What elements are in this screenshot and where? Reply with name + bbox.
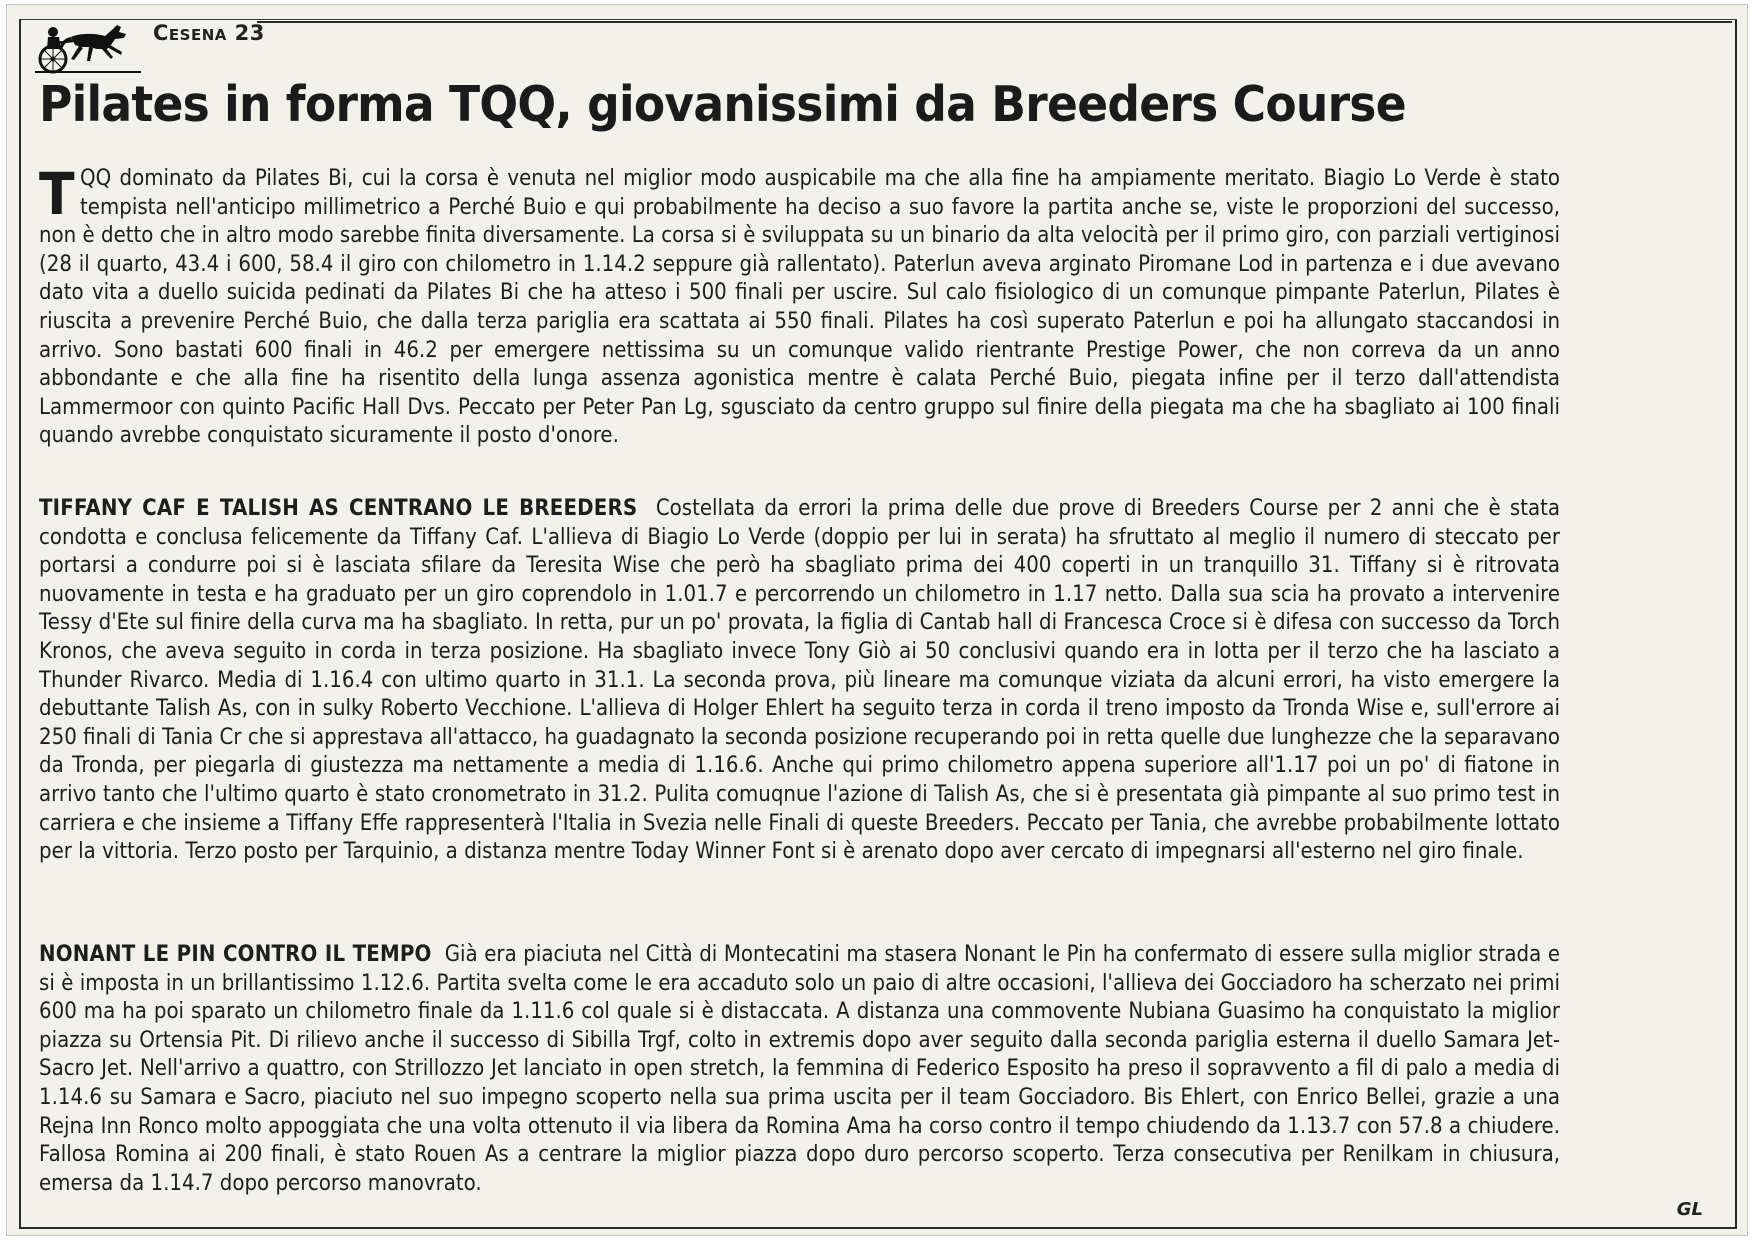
drop-cap: T: [39, 160, 75, 228]
paragraph-3: [39, 941, 1560, 1198]
harness-racing-sulky-icon: [31, 19, 146, 75]
paragraph-1: [39, 160, 1561, 451]
paragraph-1-text: QQ dominato da Pilates Bi, cui la corsa è venuta nel miglior modo auspicabile ma che alla fine ha ampiamente meritato. Biagio Lo Verde è stato tempista nell'anticipo millimetrico a Perché Buio e qui probabilmente ha deciso a suo favore la partita anche se, viste le proporzioni del successo, non è detto che in altro modo sarebbe finita diversamente. La corsa si è sviluppata su un binario da alta velocità per il primo giro, con parziali vertiginosi (28 il quarto, 43.4 i 600, 58.4 il giro con chilometro in 1.14.2 seppure già rallentato). Paterlun aveva arginato Piromane Lod in partenza e i due avevano dato vita a duello suicida pedinati da Pilates Bi che ha atteso i 500 finali per uscire. Sul calo fisiologico di un comunque pimpante Paterlun, Pilates è riuscita a prevenire Perché Buio, che dalla terza pariglia era scattata ai 550 finali. Pilates ha così superato Paterlun e poi ha allungato staccandosi in arrivo. Sono bastati 600 finali in 46.2 per emergere nettissima su un comunque valido rientrante Prestige Power, che non correva da un anno abbondante e che alla fine ha risentito della lunga assenza agonistica mentre è calata Perché Buio, piegata infine per il terzo dall'attendista Lammermoor con quinto Pacific Hall Dvs. Peccato per Peter Pan Lg, sgusciato da centro gruppo sul finire della piegata ma che ha sbagliato ai 100 finali quando avrebbe conquistato sicuramente il posto d'onore.: [39, 166, 1561, 449]
newspaper-clipping: [6, 4, 1748, 1236]
paragraph-2: [39, 495, 1560, 867]
author-signature: GL: [1676, 1199, 1703, 1220]
section-label: Cesena 23: [153, 21, 265, 45]
paragraph-2-text: Costellata da errori la prima delle due prove di Breeders Course per 2 anni che è stata condotta e conclusa felicemente da Tiffany Caf. L'allieva di Biagio Lo Verde (doppio per lui in serata) ha sfruttato al meglio il numero di steccato per portarsi a condurre poi si è lasciata sfilare da Teresita Wise che però ha sbagliato prima dei 400 coperti in un tranquillo 31. Tiffany si è ritrovata nuovamente in testa e ha graduato per un giro coprendolo in 1.01.7 e percorrendo un chilometro in 1.17 netto. Dalla sua scia ha provato a intervenire Tessy d'Ete sul finire della curva ma ha sbagliato. In retta, pur un po' provata, la figlia di Cantab hall di Francesca Croce si è difesa con successo da Torch Kronos, che aveva seguito in corda in terza posizione. Ha sbagliato invece Tony Giò ai 50 conclusivi quando era in lotta per il terzo che ha lasciato a Thunder Rivarco. Media di 1.16.4 con ultimo quarto in 31.1. La seconda prova, più lineare ma comunque viziata da alcuni errori, ha visto emergere la debuttante Talish As, con in sulky Roberto Vecchione. L'allieva di Holger Ehlert ha seguito terza in corda il treno imposto da Tronda Wise e, sull'errore ai 250 finali di Tania Cr che si apprestava all'attacco, ha guadagnato la seconda posizione recuperando poi in retta quelle due lunghezze che la separavano da Tronda, per piegarla di giustezza ma nettamente a media di 1.16.6. Anche qui primo chilometro appena superiore all'1.17 poi un po' di fiatone in arrivo tanto che l'ultimo quarto è stato cronometrato in 31.2. Pulita comuqnue l'azione di Talish As, che si è presentata già pimpante al suo primo test in carriera e che insieme a Tiffany Effe rappresenterà l'Italia in Svezia nelle Finali di queste Breeders. Peccato per Tania, che avrebbe probabilmente lottato per la vittoria. Terzo posto per Tarquinio, a distanza mentre Today Winner Font si è arenato dopo aver cercato di impegnarsi all'esterno nel giro finale.: [39, 496, 1560, 865]
paragraph-3-lead: NONANT LE PIN CONTRO IL TEMPO: [39, 942, 432, 967]
article-headline: Pilates in forma TQQ, giovanissimi da Breeders Course: [39, 76, 1406, 133]
paragraph-3-text: Già era piaciuta nel Città di Montecatini ma stasera Nonant le Pin ha confermato di essere sulla miglior strada e si è imposta in un brillantissimo 1.12.6. Partita svelta come le era accaduto solo un paio di altre occasioni, l'allieva dei Gocciadoro ha scherzato nei primi 600 ma ha poi sparato un chilometro finale da 1.11.6 col quale si è distaccata. A distanza una commovente Nubiana Guasimo ha conquistato la miglior piazza su Ortensia Pit. Di rilievo anche il successo di Sibilla Trgf, colto in extremis dopo aver seguito dalla seconda pariglia esterna il duello Samara Jet-Sacro Jet. Nell'arrivo a quattro, con Strillozzo Jet lanciato in open stretch, la femmina di Federico Esposito ha preso il sopravvento a fil di palo a media di 1.14.6 su Samara e Sacro, piaciuto nel suo impegno scoperto nella sua prima uscita per il team Gocciadoro. Bis Ehlert, con Enrico Bellei, grazie a una Rejna Inn Ronco molto appoggiata che una volta ottenuto il via libera da Romina Ama ha corso contro il tempo chiudendo da 1.13.7 con 57.8 a chiudere. Fallosa Romina ai 200 finali, è stato Rouen As a centrare la miglior piazza dopo duro percorso scoperto. Terza consecutiva per Renilkam in chiusura, emersa da 1.14.7 dopo percorso manovrato.: [39, 942, 1560, 1196]
paragraph-2-lead: TIFFANY CAF E TALISH AS CENTRANO LE BREEDERS: [39, 496, 638, 521]
top-rule: [257, 21, 1732, 23]
